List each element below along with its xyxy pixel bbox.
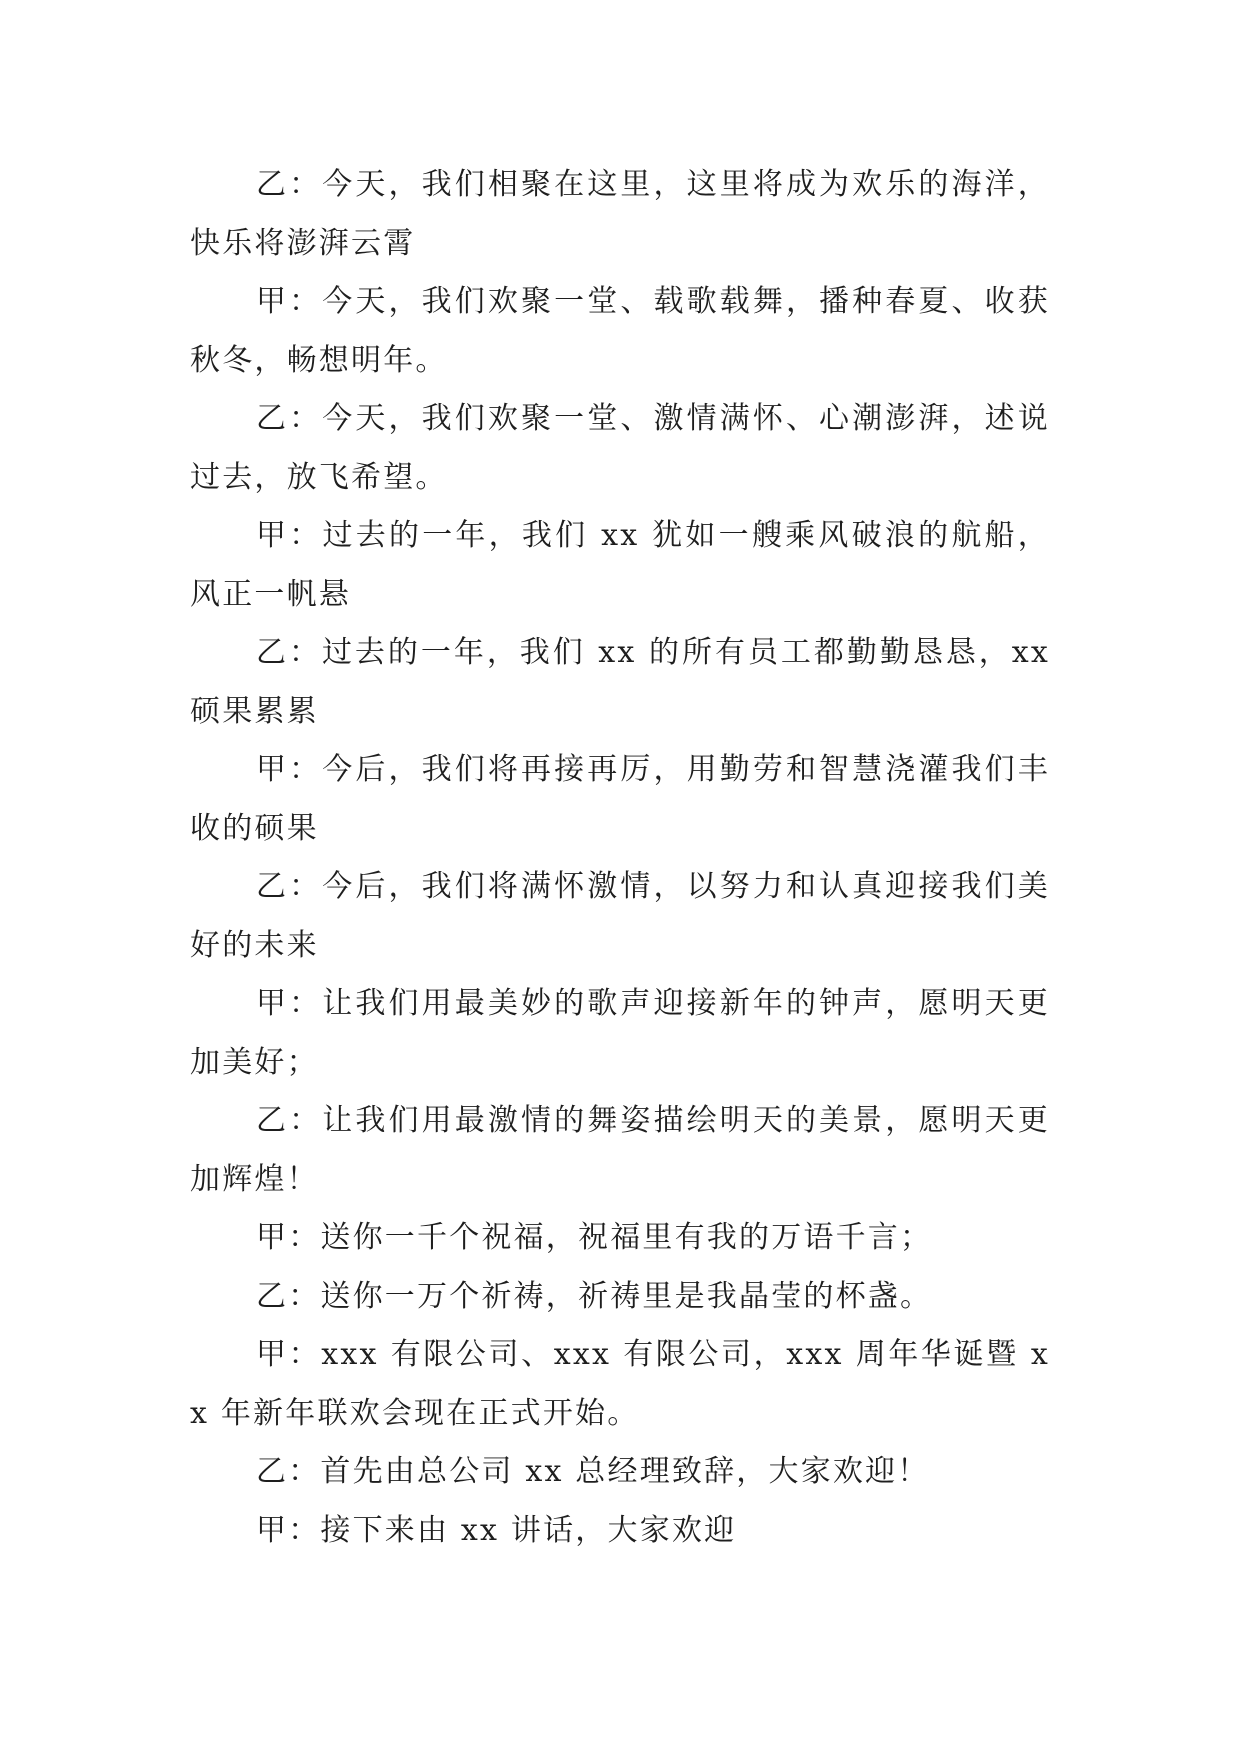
dialogue-paragraph: 乙：过去的一年，我们 xx 的所有员工都勤勤恳恳，xx 硕果累累 [190,635,1050,729]
dialogue-paragraph: 甲：送你一千个祝福，祝福里有我的万语千言； [256,1220,933,1255]
dialogue-paragraph: 乙：送你一万个祈祷，祈祷里是我晶莹的杯盏。 [256,1278,933,1314]
dialogue-paragraph: 甲：今天，我们欢聚一堂、载歌载舞，播种春夏、收获秋冬，畅想明年。 [190,284,1050,378]
dialogue-paragraph: 乙：今天，我们相聚在这里，这里将成为欢乐的海洋，快乐将澎湃云霄 [190,167,1050,261]
dialogue-paragraph: 乙：首先由总公司 xx 总经理致辞，大家欢迎！ [256,1454,930,1489]
dialogue-paragraph: 乙：让我们用最激情的舞姿描绘明天的美景，愿明天更加辉煌！ [190,1103,1050,1197]
dialogue-paragraph: 甲：xxx 有限公司、xxx 有限公司，xxx 周年华诞暨 xx 年新年联欢会现在正式开始。 [190,1337,1050,1431]
dialogue-paragraph: 乙：今后，我们将满怀激情，以努力和认真迎接我们美好的未来 [190,869,1050,963]
dialogue-paragraph: 甲：过去的一年，我们 xx 犹如一艘乘风破浪的航船，风正一帆悬 [190,518,1050,612]
dialogue-paragraph: 甲：今后，我们将再接再厉，用勤劳和智慧浇灌我们丰收的硕果 [190,752,1050,846]
dialogue-paragraph: 乙：今天，我们欢聚一堂、激情满怀、心潮澎湃，述说过去，放飞希望。 [190,401,1050,495]
document-body [190,156,1050,1560]
dialogue-paragraph: 甲：接下来由 xx 讲话，大家欢迎 [256,1512,737,1548]
dialogue-paragraph: 甲：让我们用最美妙的歌声迎接新年的钟声，愿明天更加美好； [190,986,1050,1080]
